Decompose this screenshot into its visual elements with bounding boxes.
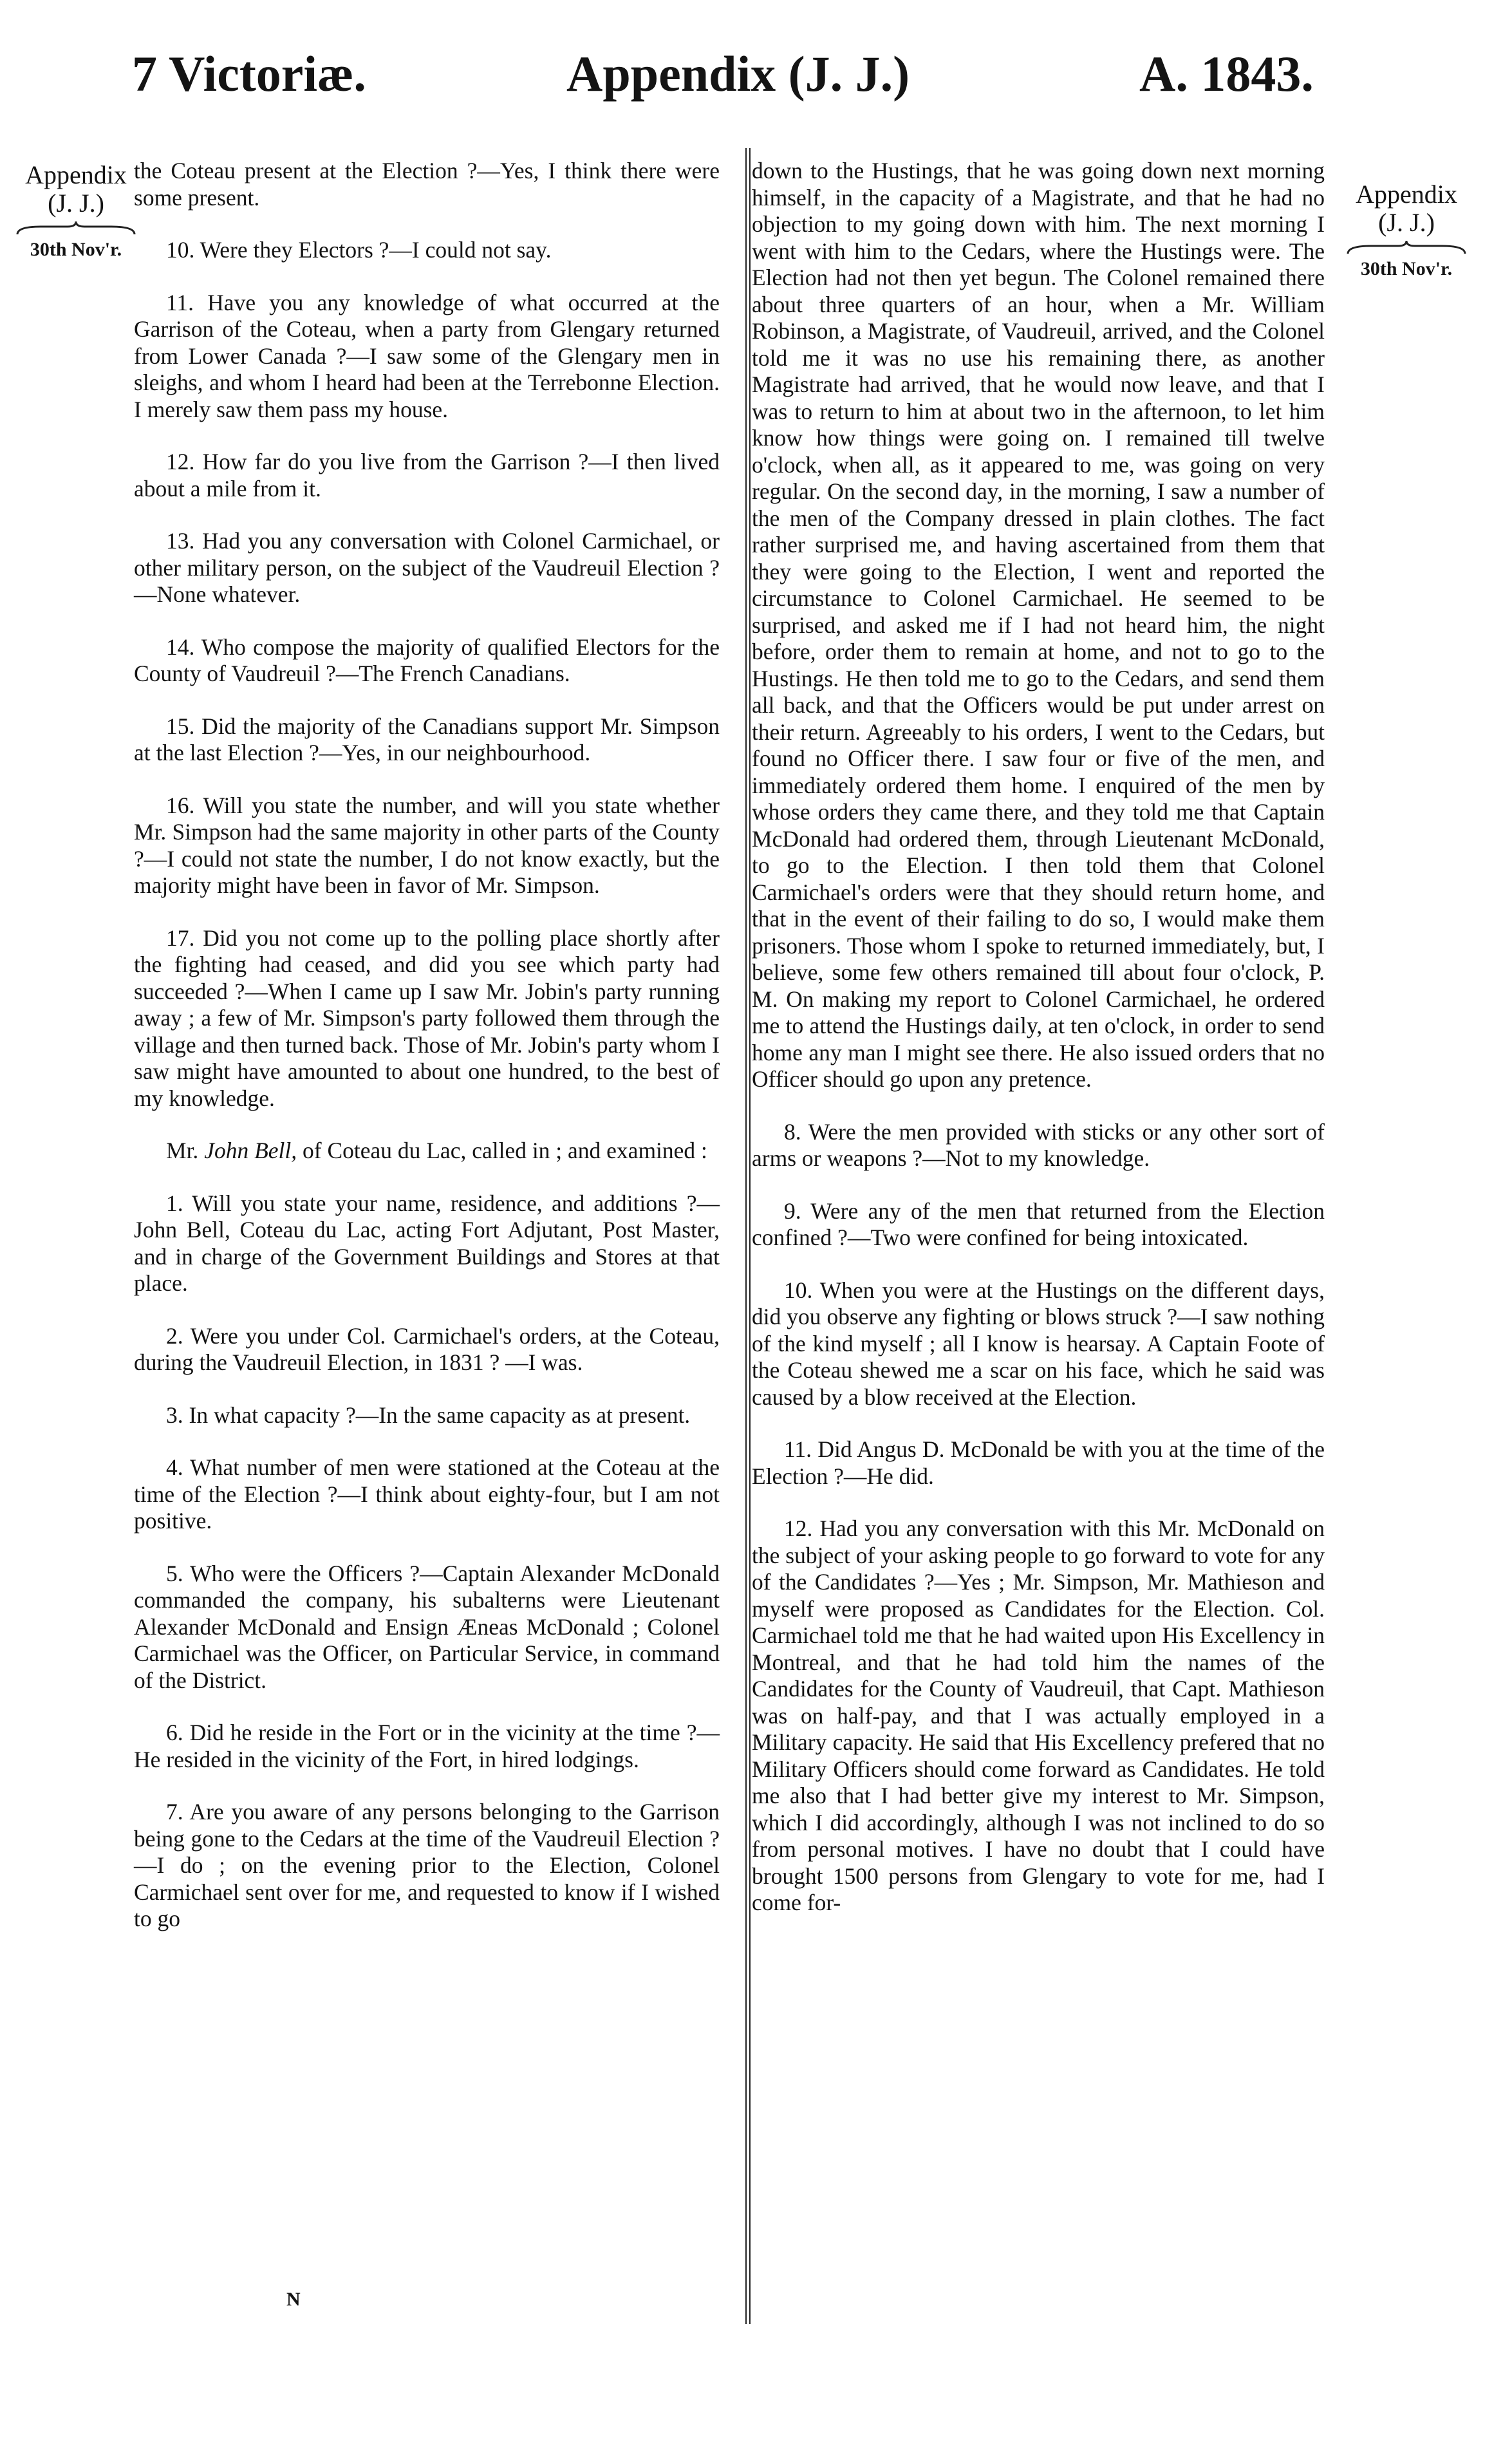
margin-note-title: Appendix bbox=[25, 160, 127, 189]
paragraph: 5. Who were the Officers ?—Captain Alexander McDonald commanded the company, his subalterns were Lieutenant Alexander McDonald and Ensign Æneas McDonald ; Colonel Carmichael was the Officer, on Particular Service, in command of the District. bbox=[134, 1560, 720, 1693]
brace-icon bbox=[1345, 239, 1468, 256]
paragraph: 4. What number of men were stationed at the Coteau at the time of the Election ?—I think about eighty-four, but I am not positive. bbox=[134, 1454, 720, 1534]
paragraph: 12. Had you any conversation with this Mr. McDonald on the subject of your asking people to go forward to vote for any of the Candidates ?—Yes ; Mr. Simpson, Mr. Mathieson and myself were proposed as Candidates for the Election. Col. Carmichael told me that he had waited upon His Excellency in Montreal, and that he had told him the names of the Candidates for the County of Vaudreuil, that Capt. Mathieson was on half-pay, and that I was actually employed in a Military capacity. He said that His Excellency prefered that no Military Officers should come forward as Candidates. He told me also that I had better give my interest to Mr. Simpson, which I did accordingly, although I was not inclined to do so from personal motives. I have no doubt that I could have brought 1500 persons from Glengary to vote for me, had I come for- bbox=[752, 1516, 1325, 1915]
paragraph: 10. When you were at the Hustings on the different days, did you observe any fighting or blows struck ?—I saw nothing of the kind myself ; all I know is hearsay. A Captain Foote of the Coteau shewed me a scar on his face, which he said was caused by a blow received at the Election. bbox=[752, 1277, 1325, 1410]
paragraph: down to the Hustings, that he was going down next morning himself, in the capacity of a Magistrate, and that he had no objection to my going down with him. The next morning I went with him to the Cedars, where the Hustings were. The Election had not then yet begun. The Colonel remained there about three quarters of an hour, when a Mr. William Robinson, a Magistrate, of Vaudreuil, arrived, and the Colonel told me it was no use his remaining there, as another Magistrate had arrived, that he would now leave, and that I was to return to him at about two in the afternoon, to let him know how things were going on. I remained till twelve o'clock, when all, as it appeared to me, was going on very regular. On the second day, in the morning, I saw a number of the men of the Company dressed in plain clothes. The fact rather surprised me, and having ascertained from them that they were going to the Election, I went and reported the circumstance to Colonel Carmichael. He seemed to be surprised, and asked me if I had not heard him, the night before, order them to remain at home, and not to go to the Hustings. He then told me to go to the Cedars, and send them all back, and that the Officers would be put under arrest on their return. Agreeably to his orders, I went to the Cedars, but found no Officer there. I saw four or five of the men, and immediately ordered them home. I enquired of the men by whose orders they came there, and they told me that Captain McDonald had ordered them, through Lieutenant McDonald, to go to the Election. I then told them that Colonel Carmichael's orders were that they should return home, and that in the event of their failing to do so, I would make them prisoners. Those whom I spoke to returned immediately, but, I believe, some few others remained till about four o'clock, P. M. On making my report to Colonel Carmichael, he ordered me to attend the Hustings daily, at ten o'clock, in order to send home any man I might see there. He also issued orders that no Officer should go upon any pretence. bbox=[752, 158, 1325, 1092]
witness-intro-prefix: Mr. bbox=[166, 1138, 205, 1163]
paragraph: 7. Are you aware of any persons belonging to the Garrison being gone to the Cedars at the time of the Vaudreuil Election ?—I do ; on the evening prior to the Election, Colonel Carmichael sent over for me, and requested to know if I wished to go bbox=[134, 1799, 720, 1931]
signature-mark: N bbox=[286, 2289, 301, 2310]
margin-note-right bbox=[1342, 180, 1471, 281]
paragraph: 11. Have you any knowledge of what occurred at the Garrison of the Coteau, when a party from Glengary returned from Lower Canada ?—I saw some of the Glengary men in sleighs, and whom I heard had been at the Terrebonne Election. I merely saw them pass my house. bbox=[134, 289, 720, 422]
paragraph: the Coteau present at the Election ?—Yes, I think there were some present. bbox=[134, 158, 720, 211]
margin-note-title: Appendix bbox=[1356, 180, 1457, 209]
brace-icon bbox=[15, 220, 137, 237]
paragraph: 8. Were the men provided with sticks or any other sort of arms or weapons ?—Not to my knowledge. bbox=[752, 1118, 1325, 1171]
paragraph: 10. Were they Electors ?—I could not say. bbox=[166, 237, 552, 263]
paragraph: 11. Did Angus D. McDonald be with you at the time of the Election ?—He did. bbox=[752, 1436, 1325, 1489]
header-appendix-title: Appendix (J. J.) bbox=[566, 46, 910, 102]
paragraph: 2. Were you under Col. Carmichael's orders, at the Coteau, during the Vaudreuil Election, in 1831 ? —I was. bbox=[134, 1322, 720, 1375]
margin-note-date: 30th Nov'r. bbox=[30, 239, 122, 260]
witness-intro-suffix: of Coteau du Lac, called in ; and examined : bbox=[297, 1138, 707, 1163]
paragraph: 3. In what capacity ?—In the same capacity as at present. bbox=[166, 1402, 691, 1428]
right-column bbox=[747, 158, 1325, 1942]
margin-note-left bbox=[12, 161, 140, 261]
paragraph: 13. Had you any conversation with Colonel Carmichael, or other military person, on the subject of the Vaudreuil Election ?—None whatever. bbox=[134, 528, 720, 607]
witness-intro bbox=[134, 1138, 720, 1165]
margin-note-date: 30th Nov'r. bbox=[1360, 258, 1453, 279]
left-column bbox=[134, 158, 720, 1958]
header-year: A. 1843. bbox=[1139, 46, 1314, 102]
margin-note-sub: (J. J.) bbox=[48, 189, 104, 218]
paragraph: 17. Did you not come up to the polling place shortly after the fighting had ceased, and did you see which party had succeeded ?—When I came up I saw Mr. Jobin's party running away ; a few of Mr. Simpson's party followed them through the village and then turned back. Those of Mr. Jobin's party whom I saw might have amounted to about one hundred, to the best of my knowledge. bbox=[134, 924, 720, 1111]
paragraph: 1. Will you state your name, residence, and additions ?—John Bell, Coteau du Lac, acting Fort Adjutant, Post Master, and in charge of the Government Buildings and Stores at that place. bbox=[134, 1190, 720, 1296]
paragraph: 12. How far do you live from the Garrison ?—I then lived about a mile from it. bbox=[134, 449, 720, 502]
paragraph: 9. Were any of the men that returned from the Election confined ?—Two were confined for being intoxicated. bbox=[752, 1197, 1325, 1250]
margin-note-sub: (J. J.) bbox=[1378, 208, 1435, 237]
paragraph: 6. Did he reside in the Fort or in the vicinity at the time ?—He resided in the vicinity of the Fort, in hired lodgings. bbox=[134, 1720, 720, 1772]
paragraph: 15. Did the majority of the Canadians support Mr. Simpson at the last Election ?—Yes, in our neighbourhood. bbox=[134, 713, 720, 765]
header-session: 7 Victoriæ. bbox=[132, 46, 366, 102]
paragraph: 14. Who compose the majority of qualified Electors for the County of Vaudreuil ?—The French Canadians. bbox=[134, 633, 720, 686]
witness-name: John Bell, bbox=[204, 1138, 297, 1163]
paragraph: 16. Will you state the number, and will you state whether Mr. Simpson had the same majority in other parts of the County ?—I could not state the number, I do not know exactly, but the majority might have been in favor of Mr. Simpson. bbox=[134, 792, 720, 898]
